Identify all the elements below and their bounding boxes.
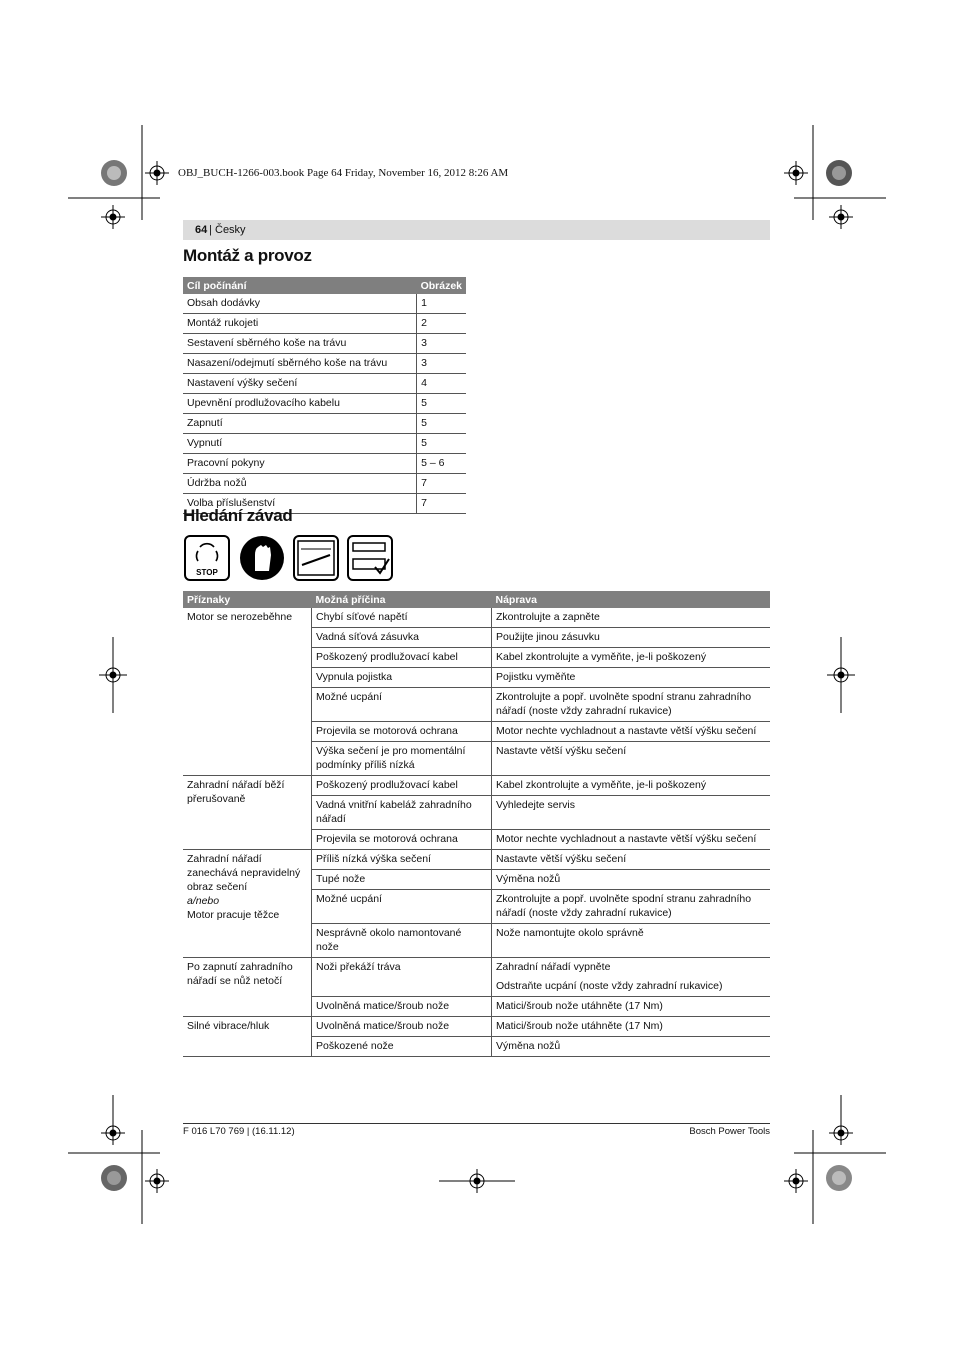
remedy-cell: Nastavte větší výšku sečení — [492, 742, 771, 776]
section-title-troubleshooting: Hledání závad — [183, 506, 293, 525]
remedy-cell: Zkontrolujte a popř. uvolněte spodní stranu zahradního nářadí (noste vždy zahradní rukavice) — [492, 688, 771, 722]
column-header: Obrázek — [417, 277, 466, 294]
manual-check-icon — [347, 535, 393, 581]
task-cell: Údržba nožů — [183, 474, 417, 494]
gloves-icon — [239, 535, 285, 581]
figure-cell: 4 — [417, 374, 466, 394]
cause-cell: Vadná vnitřní kabeláž zahradního nářadí — [312, 796, 492, 830]
table-row — [183, 294, 466, 314]
symptom-text: Po zapnutí zahradního nářadí se nůž netočí — [187, 961, 293, 987]
column-header: Náprava — [492, 591, 771, 608]
figure-cell: 2 — [417, 314, 466, 334]
footer-doc-id: F 016 L70 769 | (16.11.12) — [183, 1126, 295, 1137]
table-row — [183, 850, 770, 870]
cause-cell: Uvolněná matice/šroub nože — [312, 1017, 492, 1037]
table-row — [183, 474, 466, 494]
figure-cell: 5 — [417, 414, 466, 434]
assembly-table — [183, 277, 466, 514]
cause-cell: Noži překáží tráva — [312, 958, 492, 978]
cause-cell: Poškozené nože — [312, 1037, 492, 1057]
remedy-cell: Odstraňte ucpání (noste vždy zahradní rukavice) — [492, 977, 771, 997]
figure-cell: 5 — [417, 394, 466, 414]
table-row — [183, 434, 466, 454]
cause-cell: Výška sečení je pro momentální podmínky příliš nízká — [312, 742, 492, 776]
cause-cell: Nesprávně okolo namontované nože — [312, 924, 492, 958]
task-cell: Upevnění prodlužovacího kabelu — [183, 394, 417, 414]
table-row — [183, 334, 466, 354]
figure-cell: 7 — [417, 494, 466, 514]
table-header-row — [183, 277, 466, 294]
task-cell: Obsah dodávky — [183, 294, 417, 314]
column-header: Cíl počínání — [183, 277, 417, 294]
cause-cell: Projevila se motorová ochrana — [312, 722, 492, 742]
table-row — [183, 454, 466, 474]
footer-brand: Bosch Power Tools — [689, 1126, 770, 1137]
footer-rule — [183, 1123, 770, 1124]
figure-cell: 5 — [417, 434, 466, 454]
remedy-cell: Pojistku vyměňte — [492, 668, 771, 688]
symptom-or: a/nebo — [187, 895, 220, 907]
cause-cell: Projevila se motorová ochrana — [312, 830, 492, 850]
symptom-text: Zahradní nářadí běží přerušovaně — [187, 779, 285, 805]
page-number: 64 — [195, 224, 208, 236]
symptom-cell — [183, 1017, 312, 1057]
stop-icon — [184, 535, 230, 581]
remedy-cell: Motor nechte vychladnout a nastavte větší výšku sečení — [492, 830, 771, 850]
remedy-cell: Nože namontujte okolo správně — [492, 924, 771, 958]
troubleshooting-table — [183, 591, 770, 1057]
table-row — [183, 958, 770, 978]
figure-cell: 3 — [417, 334, 466, 354]
remedy-cell: Zkontrolujte a popř. uvolněte spodní stranu zahradního nářadí (noste vždy zahradní rukavice) — [492, 890, 771, 924]
remedy-cell: Kabel zkontrolujte a vyměňte, je-li poškozený — [492, 648, 771, 668]
symptom-cell — [183, 850, 312, 958]
figure-cell: 5 – 6 — [417, 454, 466, 474]
remedy-cell: Motor nechte vychladnout a nastavte větší výšku sečení — [492, 722, 771, 742]
cause-cell: Tupé nože — [312, 870, 492, 890]
task-cell: Zapnutí — [183, 414, 417, 434]
table-row — [183, 394, 466, 414]
cause-cell — [312, 977, 492, 997]
symptom-text: Silné vibrace/hluk — [187, 1020, 270, 1032]
cause-cell: Vadná síťová zásuvka — [312, 628, 492, 648]
cause-cell: Poškozený prodlužovací kabel — [312, 648, 492, 668]
task-cell: Vypnutí — [183, 434, 417, 454]
cable-manual-icon — [293, 535, 339, 581]
cause-cell: Uvolněná matice/šroub nože — [312, 997, 492, 1017]
remedy-cell: Zkontrolujte a zapněte — [492, 608, 771, 628]
remedy-cell: Zahradní nářadí vypněte — [492, 958, 771, 978]
symptom-extra: Motor pracuje těžce — [187, 909, 280, 921]
symptom-text: Zahradní nářadí zanechává nepravidelný obraz sečení — [187, 853, 301, 893]
table-row — [183, 354, 466, 374]
figure-cell: 1 — [417, 294, 466, 314]
cause-cell: Vypnula pojistka — [312, 668, 492, 688]
column-header: Možná příčina — [312, 591, 492, 608]
remedy-cell: Nastavte větší výšku sečení — [492, 850, 771, 870]
task-cell: Montáž rukojeti — [183, 314, 417, 334]
task-cell: Pracovní pokyny — [183, 454, 417, 474]
header-language: Česky — [215, 224, 246, 236]
remedy-cell: Vyhledejte servis — [492, 796, 771, 830]
remedy-cell: Výměna nožů — [492, 870, 771, 890]
figure-cell: 7 — [417, 474, 466, 494]
symptom-cell — [183, 958, 312, 1017]
section-title-assembly: Montáž a provoz — [183, 246, 312, 265]
stop-label: STOP — [196, 568, 218, 577]
symptom-cell — [183, 776, 312, 850]
table-row — [183, 314, 466, 334]
remedy-cell: Matici/šroub nože utáhněte (17 Nm) — [492, 997, 771, 1017]
task-cell: Nasazení/odejmutí sběrného koše na trávu — [183, 354, 417, 374]
task-cell: Volba příslušenství — [183, 494, 417, 514]
table-row — [183, 1017, 770, 1037]
cause-cell: Možné ucpání — [312, 890, 492, 924]
cause-cell: Příliš nízká výška sečení — [312, 850, 492, 870]
header-separator: | — [209, 224, 212, 236]
remedy-cell: Použijte jinou zásuvku — [492, 628, 771, 648]
column-header: Příznaky — [183, 591, 312, 608]
table-header-row — [183, 591, 770, 608]
cause-cell: Chybí síťové napětí — [312, 608, 492, 628]
remedy-cell: Výměna nožů — [492, 1037, 771, 1057]
table-row — [183, 608, 770, 628]
print-info-line: OBJ_BUCH-1266-003.book Page 64 Friday, November 16, 2012 8:26 AM — [178, 167, 509, 179]
remedy-cell: Matici/šroub nože utáhněte (17 Nm) — [492, 1017, 771, 1037]
task-cell: Nastavení výšky sečení — [183, 374, 417, 394]
table-row — [183, 374, 466, 394]
symptom-cell — [183, 608, 312, 776]
cause-cell: Možné ucpání — [312, 688, 492, 722]
task-cell: Sestavení sběrného koše na trávu — [183, 334, 417, 354]
remedy-cell: Kabel zkontrolujte a vyměňte, je-li poškozený — [492, 776, 771, 796]
table-row — [183, 776, 770, 796]
symptom-text: Motor se nerozeběhne — [187, 611, 293, 623]
page-header-bar — [183, 220, 770, 240]
figure-cell: 3 — [417, 354, 466, 374]
table-row — [183, 414, 466, 434]
cause-cell: Poškozený prodlužovací kabel — [312, 776, 492, 796]
